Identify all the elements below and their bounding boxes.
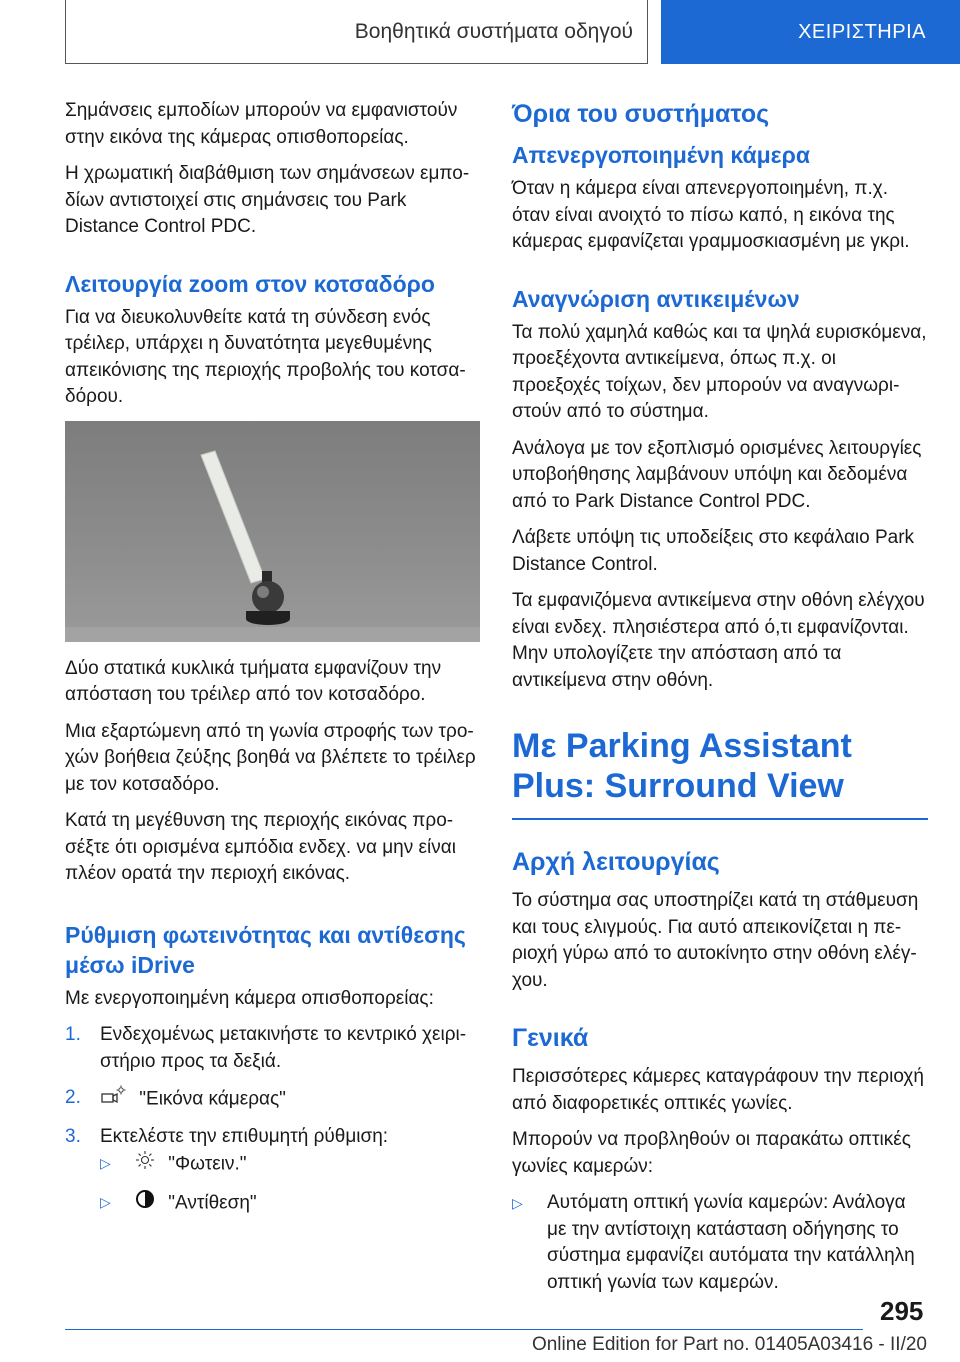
color-gradation-text: Η χρωματική διαβάθμιση των σημάνσεων εμποδίων αντιστοιχεί στις σημάνσεις του Park Distance Control PDC. <box>65 163 470 237</box>
general-heading: Γενικά <box>512 1024 589 1052</box>
brightness-heading: Ρύθμιση φωτεινότητας και αντίθεσης μέσω iDrive <box>65 921 466 978</box>
step-text: Εκτελέστε την επιθυμητή ρύθμιση: <box>100 1125 389 1147</box>
option-brightness <box>100 1150 483 1179</box>
heading-rule <box>512 818 928 820</box>
footer-rule <box>65 1329 863 1330</box>
option-label: "Φωτειν." <box>168 1153 247 1175</box>
step-number: 3. <box>65 1125 81 1147</box>
object-detection-text-3: Λάβετε υπόψη τις υποδείξεις στο κεφάλαιο Park Distance Control. <box>512 527 915 575</box>
left-column <box>65 98 483 1227</box>
camera-view-item <box>512 1190 928 1296</box>
zoom-text: Για να διευκολυνθείτε κατά τη σύνδεση ενός τρέιλερ, υπάρχει η δυνατότητα μεγεθυμένης απεικόνισης της περιοχής προβολής του κοτσαδόρου. <box>65 306 466 407</box>
brightness-icon <box>135 1150 155 1179</box>
hitch-camera-image <box>65 421 480 642</box>
triangle-bullet-icon: ▷ <box>100 1193 111 1210</box>
coupling-aid-text: Μια εξαρτώμενη από τη γωνία στροφής των τροχών βοήθεια ζεύξης βοηθά να βλέπετε το τρέιλερ με τον κοτσαδόρο. <box>65 720 476 795</box>
camera-views-list <box>512 1190 928 1296</box>
step-number: 1. <box>65 1024 81 1045</box>
system-limits-heading: Όρια του συστήματος <box>512 100 770 128</box>
triangle-bullet-icon: ▷ <box>100 1155 111 1171</box>
footer-edition: Online Edition for Part no. 01405A03416 - II/20 <box>531 1334 927 1355</box>
object-detection-text-4: Τα εμφανιζόμενα αντικείμενα στην οθόνη ελέγχου είναι ενδεχ. πλησιέστερα από ό,τι εμφανίζονται. Μην υπολογίζετε την απόσταση από τα αντικείμενα στην οθόνη. <box>512 590 925 691</box>
zoom-warning-text: Κατά τη μεγέθυνση της περιοχής εικόνας προσέξτε ότι ορισμένα εμπόδια ενδεχ. να μην είναι πλέον ορατά την περιοχή εικόνας. <box>65 810 456 884</box>
obstacle-markings-text: Σημάνσεις εμποδίων μπορούν να εμφανιστούν στην εικόνα της κάμερας οπισθοπορείας. <box>65 100 458 148</box>
step-text: "Εικόνα κάμερας" <box>139 1088 286 1110</box>
principle-text: Το σύστημα σας υποστηρίζει κατά τη στάθμευση και τους ελιγμούς. Για αυτό απεικονίζεται η περιοχή γύρω από το αυτοκίνητο στην οθόνη ελέγχου. <box>512 890 919 991</box>
object-detection-heading: Αναγνώριση αντικειμένων <box>512 285 800 312</box>
object-detection-text-2: Ανάλογα με τον εξοπλισμό ορισμένες λειτουργίες υποβοήθησης λαμβάνουν υπόψη και δεδομένα από το Park Distance Control PDC. <box>512 437 922 512</box>
camera-image-icon <box>100 1085 126 1114</box>
step-number: 2. <box>65 1087 81 1108</box>
principle-heading: Αρχή λειτουργίας <box>512 848 720 876</box>
step-2 <box>65 1085 483 1114</box>
step-text: Ενδεχομένως μετακινήστε το κεντρικό χειριστήριο προς τα δεξιά. <box>100 1024 467 1072</box>
zoom-heading: Λειτουργία zoom στον κοτσαδόρο <box>65 270 435 297</box>
contrast-icon <box>135 1189 155 1218</box>
header-chapter-tab[interactable] <box>661 0 960 64</box>
header-section-label: Βοηθητικά συστήματα οδηγού <box>354 19 633 43</box>
brightness-steps <box>65 1022 483 1217</box>
deactivated-camera-heading: Απενεργοποιημένη κάμερα <box>512 142 810 168</box>
option-label: "Αντίθεση" <box>168 1191 257 1213</box>
general-text-1: Περισσότερες κάμερες καταγράφουν την περιοχή από διαφορετικές οπτικές γωνίες. <box>512 1066 924 1114</box>
tow-hitch-illustration <box>65 421 480 642</box>
step-1 <box>65 1022 483 1075</box>
triangle-bullet-icon: ▷ <box>512 1195 523 1211</box>
header-chapter-label: ΧΕΙΡΙΣΤΗΡΙΑ <box>798 20 926 43</box>
deactivated-camera-text: Όταν η κάμερα είναι απενεργοποιημένη, π.χ. όταν είναι ανοιχτό το πίσω καπό, η εικόνα της κάμερας εμφανίζεται γραμμοσκιασμένη με γκρι. <box>512 178 910 252</box>
brightness-intro: Με ενεργοποιημένη κάμερα οπισθοπορείας: <box>65 987 434 1009</box>
general-text-2: Μπορούν να προβληθούν οι παρακάτω οπτικές γωνίες καμερών: <box>512 1129 911 1177</box>
step-3 <box>65 1124 483 1218</box>
object-detection-text-1: Τα πολύ χαμηλά καθώς και τα ψηλά ευρισκόμενα, προεξέχοντα αντικείμενα, όπως π.χ. οι προεξοχές τοίχων, δεν μπορούν να αναγνωριστούν από το σύστημα. <box>512 321 927 422</box>
page-number: 295 <box>880 1296 924 1326</box>
adjustment-options <box>100 1150 483 1217</box>
static-segments-text: Δύο στατικά κυκλικά τμήματα εμφανίζουν την απόσταση του τρέιλερ από τον κοτσαδόρο. <box>65 657 442 705</box>
right-column <box>512 98 928 1306</box>
option-contrast <box>100 1189 483 1218</box>
header-section-title <box>65 0 648 64</box>
camera-view-text: Αυτόματη οπτική γωνία καμερών: Ανάλογα με την αντίστοιχη κατάσταση οδήγησης το σύστημα εμφανίζει αυτόματα την κατάλληλη οπτική γωνία των καμερών. <box>547 1192 915 1293</box>
surround-view-heading: Με Parking Assistant Plus: Surround View <box>512 727 852 805</box>
